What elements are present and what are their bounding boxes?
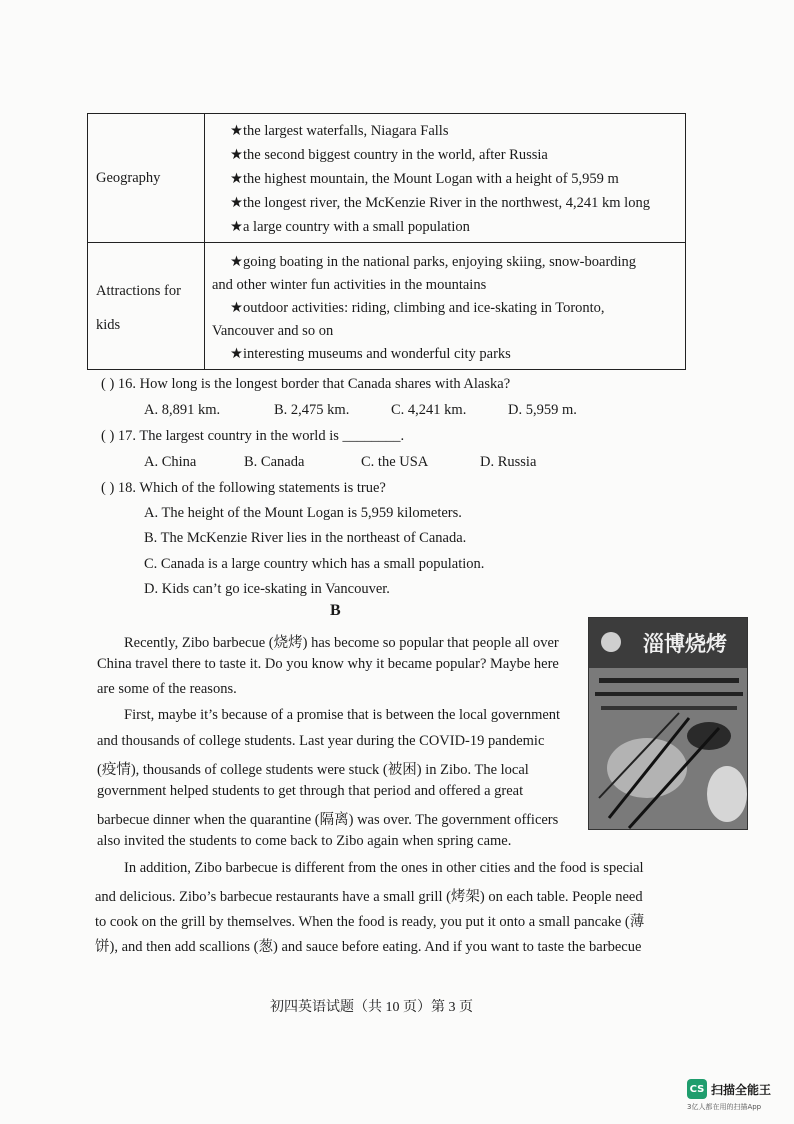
attractions-line: ★going boating in the national parks, enjoying skiing, snow-boarding: [230, 254, 637, 270]
option-b: B. Canada: [244, 454, 305, 470]
geography-bullet: ★a large country with a small population: [230, 219, 470, 235]
geography-bullet: ★the highest mountain, the Mount Logan with a height of 5,959 m: [230, 171, 619, 187]
passage-line: to cook on the grill by themselves. When the food is ready, you put it onto a small pancake (薄: [95, 914, 645, 930]
passage-line: Recently, Zibo barbecue (烧烤) has become so popular that people all over: [124, 635, 559, 651]
photo-caption: 淄博烧烤: [643, 632, 727, 656]
table-row-divider: [88, 242, 685, 243]
option-c: C. Canada is a large country which has a small population.: [144, 556, 485, 572]
option-d: D. 5,959 m.: [508, 402, 577, 418]
passage-line: and thousands of college students. Last year during the COVID-19 pandemic: [97, 733, 545, 749]
option-c: C. the USA: [361, 454, 429, 470]
scanner-logo: [687, 1079, 771, 1099]
scanner-tagline: 3亿人都在用的扫描App: [687, 1103, 762, 1111]
scanner-app-name: 扫描全能王: [711, 1082, 772, 1097]
option-a: A. The height of the Mount Logan is 5,959 kilometers.: [144, 505, 462, 521]
question-17: ( ) 17. The largest country in the world is ________.: [101, 428, 405, 444]
option-b: B. The McKenzie River lies in the northeast of Canada.: [144, 530, 467, 546]
attractions-line: and other winter fun activities in the mountains: [212, 277, 487, 293]
option-d: D. Russia: [480, 454, 537, 470]
passage-line: barbecue dinner when the quarantine (隔离) was over. The government officers: [97, 812, 559, 828]
question-18: ( ) 18. Which of the following statements is true?: [101, 480, 386, 496]
row-label-geography: Geography: [96, 170, 161, 186]
attractions-line: ★outdoor activities: riding, climbing and ice-skating in Toronto,: [230, 300, 605, 316]
option-d: D. Kids can’t go ice-skating in Vancouver.: [144, 581, 390, 597]
geography-bullet: ★the second biggest country in the world, after Russia: [230, 147, 548, 163]
section-title: B: [330, 602, 341, 619]
option-b: B. 2,475 km.: [274, 402, 350, 418]
passage-line: 饼), and then add scallions (葱) and sauce before eating. And if you want to taste the barbecue: [95, 939, 642, 955]
info-table: [87, 113, 686, 370]
option-a: A. 8,891 km.: [144, 402, 221, 418]
passage-line: (疫情), thousands of college students were stuck (被困) in Zibo. The local: [97, 762, 529, 778]
option-c: C. 4,241 km.: [391, 402, 467, 418]
row-label-attractions: Attractions for: [96, 283, 181, 299]
passage-line: First, maybe it’s because of a promise that is between the local government: [124, 707, 561, 723]
cs-badge-icon: CS: [687, 1079, 707, 1099]
option-a: A. China: [144, 454, 197, 470]
question-16: ( ) 16. How long is the longest border that Canada shares with Alaska?: [101, 376, 511, 392]
attractions-line: Vancouver and so on: [212, 323, 334, 339]
page-footer: 初四英语试题（共 10 页）第 3 页: [270, 1000, 473, 1015]
zibo-barbecue-photo: [588, 617, 748, 830]
passage-line: are some of the reasons.: [97, 681, 237, 697]
passage-line: In addition, Zibo barbecue is different from the ones in other cities and the food is special: [124, 860, 644, 876]
table-column-divider: [204, 114, 205, 369]
passage-line: also invited the students to come back to Zibo again when spring came.: [97, 833, 512, 849]
geography-bullet: ★the largest waterfalls, Niagara Falls: [230, 123, 449, 139]
attractions-line: ★interesting museums and wonderful city parks: [230, 346, 511, 362]
passage-line: and delicious. Zibo’s barbecue restaurants have a small grill (烤架) on each table. People need: [95, 889, 643, 905]
barbecue-image: [589, 618, 748, 830]
passage-line: government helped students to get through that period and offered a great: [97, 783, 524, 799]
passage-line: China travel there to taste it. Do you know why it became popular? Maybe here: [97, 656, 559, 672]
geography-bullet: ★the longest river, the McKenzie River in the northwest, 4,241 km long: [230, 195, 650, 211]
row-label-attractions: kids: [96, 317, 121, 333]
